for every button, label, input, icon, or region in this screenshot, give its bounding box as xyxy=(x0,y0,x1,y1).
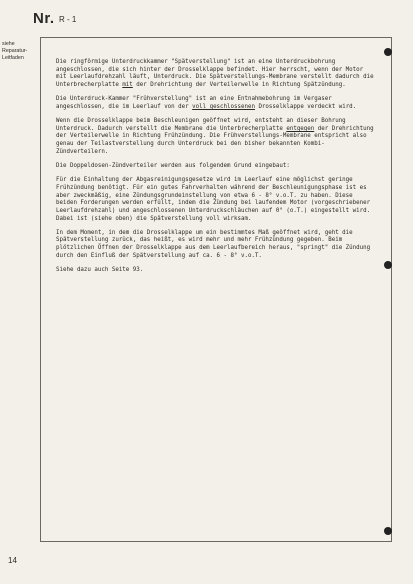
body-text xyxy=(56,59,376,281)
header-document-code: R - 1 xyxy=(59,15,77,24)
binder-hole-icon xyxy=(384,261,392,269)
binder-hole-icon xyxy=(384,48,392,56)
emphasis-underline: mit xyxy=(122,81,133,88)
page-number: 14 xyxy=(8,556,17,565)
paragraph: Die Doppeldosen-Zündverteiler werden aus folgendem Grund eingebaut: xyxy=(56,163,290,169)
header-number-label: Nr. xyxy=(33,10,55,27)
emphasis-underline: voll geschlossenen xyxy=(192,103,255,110)
paragraph: Wenn die Drosselklappe beim Beschleunigen geöffnet wird, entsteht an dieser Bohrung Unterdruck. Dadurch verstellt die Membrane die Unterbrecherplatte entgegen der Drehrichtung der Verteilerwelle in Richtung Frühzündung. Die Frühverstellungs-Membrane entspricht also genau der Teilastverstellung durch Unterdruck bei den bisher bekannten Kombi-Zündverteilern. xyxy=(56,118,374,155)
emphasis-underline: entgegen xyxy=(286,125,315,132)
paragraph: In dem Moment, in dem die Drosselklappe um ein bestimmtes Maß geöffnet wird, geht die Spätverstellung zurück, das heißt, es wird mehr und mehr Frühzündung gegeben. Beim plötzlichen Öffnen der Drosselklappe aus dem Leerlaufbereich heraus, "springt" die Zündung durch den Einfluß der Spätverstellung auf ca. 6 - 8° v.o.T. xyxy=(56,229,371,259)
paragraph: Die ringförmige Unterdruckkammer "Spätverstellung" ist an eine Unterdruckbohrung angeschlossen, die sich hinter der Drosselklappe befindet. Hier herrscht, wenn der Motor mit Leerlaufdrehzahl läuft, Unterdruck. Die Spätverstellungs-Membrane verstellt dadurch die Unterbrecherplatte mit der Drehrichtung der Verteilerwelle in Richtung Spätzündung. xyxy=(56,59,374,88)
binder-hole-icon xyxy=(384,527,392,535)
margin-line: siehe xyxy=(2,41,15,47)
margin-line: Leitfaden xyxy=(2,55,24,62)
margin-line: Reparatur- xyxy=(2,48,28,55)
paragraph: Die Unterdruck-Kammer "Frühverstellung" ist an eine Entnahmebohrung im Vergaser angeschlossen, die im Leerlauf von der voll geschlossenen Drosselklappe verdeckt wird. xyxy=(56,96,357,110)
margin-reference-note xyxy=(2,41,34,63)
paragraph: Siehe dazu auch Seite 93. xyxy=(56,267,144,273)
paragraph: Für die Einhaltung der Abgasreinigungsgesetze wird im Leerlauf eine möglichst geringe Frühzündung benötigt. Für ein gutes Fahrverhalten während der Beschleunigungsphase ist es aber zweckmäßig, eine Zündungsgrundeinstellung von etwa 6 - 8° v.o.T. zu haben. Diese beiden Forderungen werden erfüllt, indem die Zündung bei laufendem Motor (vorgeschriebener Leerlaufdrehzahl) und angeschlossenen Unterdruckschläuchen auf 0° (o.T.) eingestellt wird. Dabei ist (siehe oben) die Spätverstellung voll wirksam. xyxy=(56,177,371,222)
